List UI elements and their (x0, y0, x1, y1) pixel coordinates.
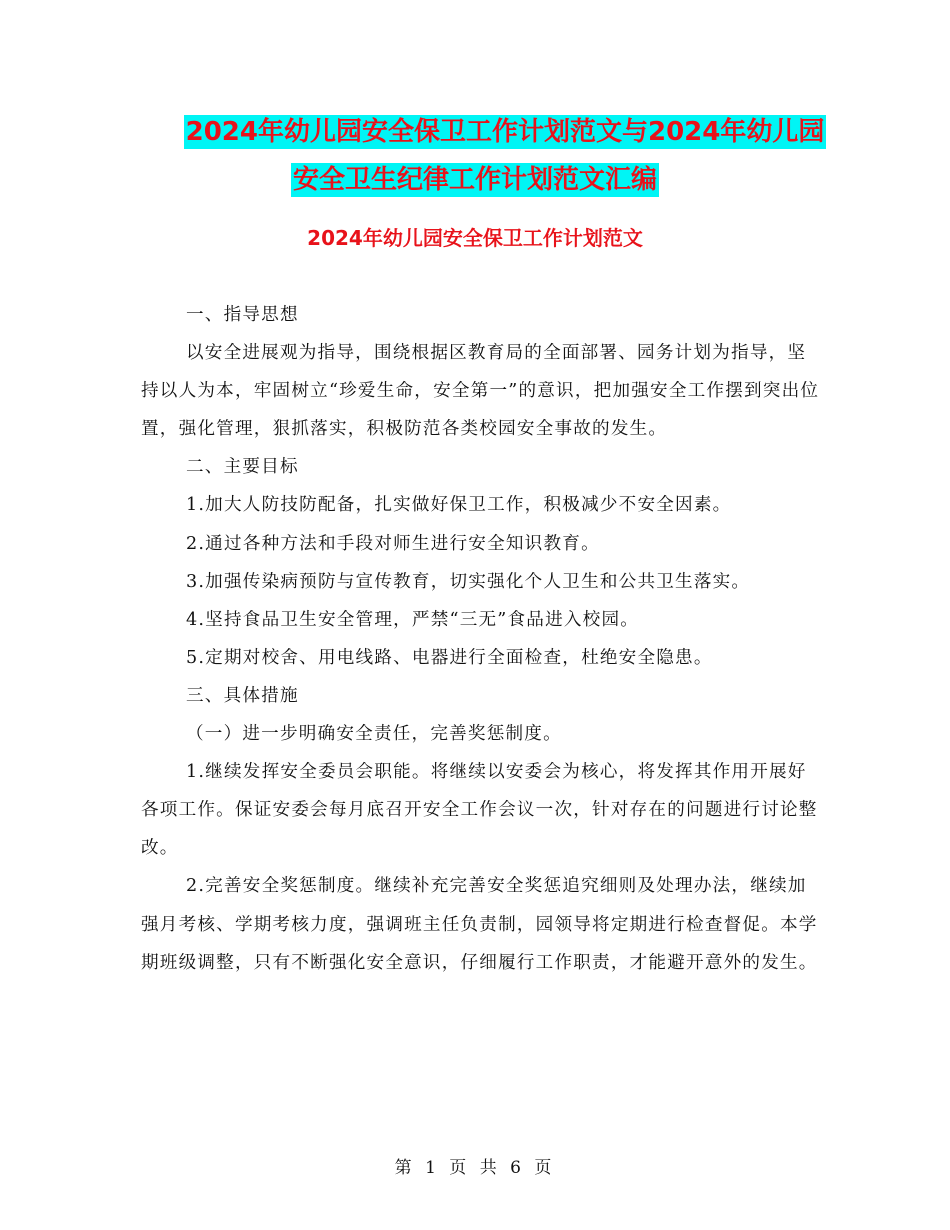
goal-item-1: 1.加大人防技防配备，扎实做好保卫工作，积极减少不安全因素。 (186, 495, 732, 516)
goal-item-3: 3.加强传染病预防与宣传教育，切实强化个人卫生和公共卫生落实。 (186, 571, 751, 592)
title-line-1-text: 2024年幼儿园安全保卫工作计划范文与2024年幼儿园 (185, 117, 825, 147)
heading-specific-measures: 三、具体措施 (186, 685, 299, 706)
heading-guiding-ideology: 一、指导思想 (186, 305, 299, 325)
heading-main-goals: 二、主要目标 (186, 457, 299, 478)
paragraph-guiding-ideology: 以安全进展观为指导，围绕根据区教育局的全面部署、园务计划为指导，坚持以人为本，牢固树立“珍爱生命，安全第一”的意识，把加强安全工作摆到突出位置，强化管理，狠抓落实，积极防范各类校园安全事故的发生。 (141, 343, 820, 440)
goal-item-2: 2.通过各种方法和手段对师生进行安全知识教育。 (186, 533, 600, 554)
title-line-2-text: 安全卫生纪律工作计划范文汇编 (292, 165, 657, 195)
document-title (0, 108, 950, 204)
page-number: 第 1 页 共 6 页 (394, 1158, 556, 1178)
measure-item-1: 1.继续发挥安全委员会职能。将继续以安委会为核心，将发挥其作用开展好各项工作。保证安委会每月底召开安全工作会议一次，针对存在的问题进行讨论整改。 (141, 762, 818, 859)
document-body (141, 296, 821, 982)
measure-item-2: 2.完善安全奖惩制度。继续补充完善安全奖惩追究细则及处理办法，继续加强月考核、学期考核力度，强调班主任负责制，园领导将定期进行检查督促。本学期班级调整，只有不断强化安全意识，仔细履行工作职责，才能避开意外的发生。 (141, 876, 818, 973)
goal-item-5: 5.定期对校舍、用电线路、电器进行全面检查，杜绝安全隐患。 (186, 647, 713, 668)
title-line-2 (0, 156, 950, 204)
goal-item-4: 4.坚持食品卫生安全管理，严禁“三无”食品进入校园。 (186, 609, 640, 630)
subheading-measure-1: （一）进一步明确安全责任，完善奖惩制度。 (186, 724, 562, 745)
title-line-1 (0, 108, 950, 156)
section-title: 2024年幼儿园安全保卫工作计划范文 (307, 226, 643, 250)
